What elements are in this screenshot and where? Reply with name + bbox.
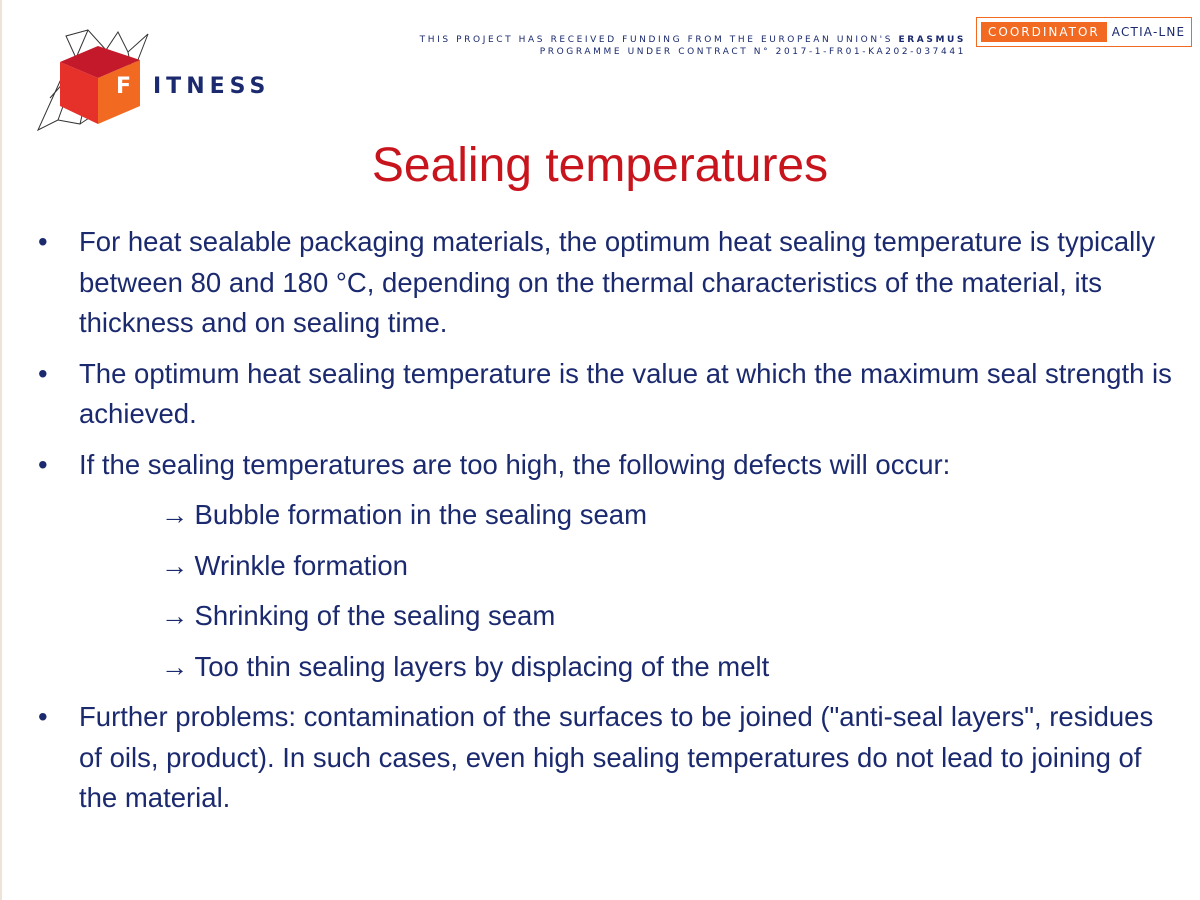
logo-letter-f: F xyxy=(116,74,132,99)
arrow-right-icon: → xyxy=(161,650,189,682)
bullet-text: If the sealing temperatures are too high, the following defects will occur: xyxy=(79,448,951,480)
funding-erasmus: ERASMUS xyxy=(898,35,966,45)
bullet-text: Further problems: contamination of the surfaces to be joined ("anti-seal layers", residues of oils, product). In such cases, even high sealing temperatures do not lead to joining of the material. xyxy=(79,701,1154,813)
bullet-dot: • xyxy=(38,226,48,257)
arrow-right-icon: → xyxy=(161,499,189,530)
bullet-text: For heat sealable packaging materials, the optimum heat sealing temperature is typically between 80 and 180 °C, depending on the thermal characteristics of the material, its thickness and on sealing time. xyxy=(79,226,1156,338)
bullet-text: The optimum heat sealing temperature is the value at which the maximum seal strength is achieved. xyxy=(79,357,1172,429)
funding-line-2: PROGRAMME UNDER CONTRACT N° 2017-1-FR01-KA202-037441 xyxy=(539,47,966,57)
slide-left-edge xyxy=(0,0,2,900)
bullet-dot: • xyxy=(38,701,48,732)
coordinator-name: ACTIA-LNE xyxy=(1111,25,1186,39)
funding-notice xyxy=(420,34,966,58)
defect-item xyxy=(36,596,1176,637)
defect-item xyxy=(36,647,1176,688)
bullet-dot: • xyxy=(38,357,48,389)
fitness-logo xyxy=(36,28,276,138)
defect-text: Bubble formation in the sealing seam xyxy=(194,499,647,530)
defect-item xyxy=(36,546,1176,587)
arrow-right-icon: → xyxy=(161,549,189,581)
slide-content xyxy=(36,222,1176,829)
bullet-item xyxy=(36,697,1176,819)
funding-line-1-text: THIS PROJECT HAS RECEIVED FUNDING FROM THE EUROPEAN UNION'S xyxy=(419,35,894,45)
defect-text: Shrinking of the sealing seam xyxy=(194,600,556,631)
bullet-item xyxy=(36,222,1176,344)
coordinator-badge xyxy=(976,17,1192,47)
logo-wordmark: ITNESS xyxy=(153,74,271,99)
defect-item xyxy=(36,495,1176,536)
bullet-item xyxy=(36,354,1176,435)
bullet-dot: • xyxy=(38,448,48,480)
slide-title: Sealing temperatures xyxy=(371,139,829,192)
defect-text: Wrinkle formation xyxy=(194,549,408,581)
funding-line-1 xyxy=(420,34,966,46)
arrow-right-icon: → xyxy=(161,600,189,631)
defect-text: Too thin sealing layers by displacing of the melt xyxy=(194,650,770,682)
bullet-item xyxy=(36,445,1176,486)
coordinator-label: COORDINATOR xyxy=(981,22,1107,42)
